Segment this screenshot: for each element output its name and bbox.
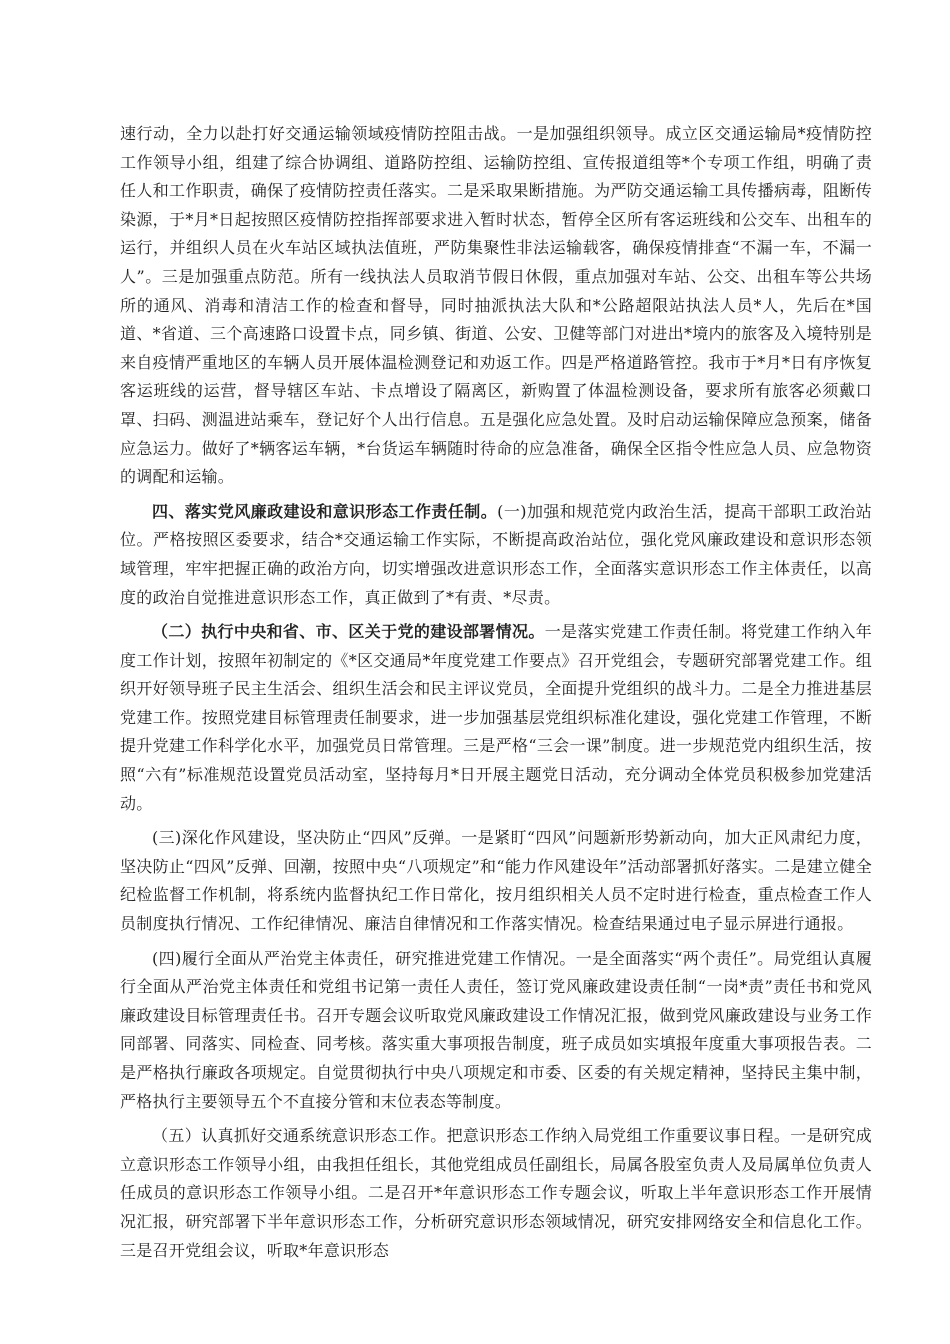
- paragraph-strict-governance: (四)履行全面从严治党主体责任，研究推进党建工作情况。一是全面落实“两个责任”。局党组认真履行全面从严治党主体责任和党组书记第一责任人责任，签订党风廉政建设责任制“一岗*责”责任书和党风廉政建设目标管理责任书。召开专题会议听取党风廉政建设工作情况汇报，做到党风廉政建设与业务工作同部署、同落实、同检查、同考核。落实重大事项报告制度，班子成员如实填报年度重大事项报告表。二是严格执行廉政各项规定。自觉贯彻执行中央八项规定和市委、区委的有关规定精神，坚持民主集中制，严格执行主要领导五个不直接分管和末位表态等制度。: [120, 948, 872, 1111]
- section-four-body: (一)加强和规范党内政治生活，提高干部职工政治站位。严格按照区委要求，结合*交通运输工作实际，不断提高政治站位，强化党风廉政建设和意识形态领域管理，牢牢把握正确的政治方向，切实增强改进意识形态工作，全面落实意识形态工作主体责任，以高度的政治自觉推进意识形态工作，真正做到了*有责、*尽责。: [120, 501, 872, 607]
- party-building-heading: （二）执行中央和省、市、区关于党的建设部署情况。: [152, 622, 545, 642]
- party-building-body: 一是落实党建工作责任制。将党建工作纳入年度工作计划，按照年初制定的《*区交通局*年度党建工作要点》召开党组会，专题研究部署党建工作。组织开好领导班子民主生活会、组织生活会和民主评议党员，全面提升党组织的战斗力。二是全力推进基层党建工作。按照党建目标管理责任制要求，进一步加强基层党组织标准化建设，强化党建工作管理，不断提升党建工作科学化水平，加强党员日常管理。三是严格“三会一课”制度。进一步规范党内组织生活，按照“六有”标准规范设置党员活动室，坚持每月*日开展主题党日活动，充分调动全体党员积极参加党建活动。: [120, 622, 872, 813]
- paragraph-section-four: [120, 498, 872, 612]
- paragraph-ideology-work: （五）认真抓好交通系统意识形态工作。把意识形态工作纳入局党组工作重要议事日程。一是研究成立意识形态工作领导小组，由我担任组长，其他党组成员任副组长，局属各股室负责人及局属单位负责人任成员的意识形态工作领导小组。二是召开*年意识形态工作专题会议，听取上半年意识形态工作开展情况汇报，研究部署下半年意识形态工作，分析研究意识形态领域情况，研究安排网络安全和信息化工作。三是召开党组会议，听取*年意识形态: [120, 1126, 872, 1260]
- section-four-heading: 四、落实党风廉政建设和意识形态工作责任制。: [152, 501, 498, 521]
- document-body: [120, 120, 872, 1271]
- paragraph-party-building: [120, 618, 872, 818]
- paragraph-work-style: (三)深化作风建设，坚决防止“四风”反弹。一是紧盯“四风”问题新形势新动向，加大正风肃纪力度，坚决防止“四风”反弹、回潮，按照中央“八项规定”和“能力作风建设年”活动部署抓好落实。二是建立健全纪检监督工作机制，将系统内监督执纪工作日常化，按月组织相关人员不定时进行检查，重点检查工作人员制度执行情况、工作纪律情况、廉洁自律情况和工作落实情况。检查结果通过电子显示屏进行通报。: [120, 828, 872, 934]
- paragraph-epidemic-control: 速行动，全力以赴打好交通运输领域疫情防控阻击战。一是加强组织领导。成立区交通运输局*疫情防控工作领导小组，组建了综合协调组、道路防控组、运输防控组、宣传报道组等*个专项工作组，明确了责任人和工作职责，确保了疫情防控责任落实。二是采取果断措施。为严防交通运输工具传播病毒，阻断传染源，于*月*日起按照区疫情防控指挥部要求进入暂时状态，暂停全区所有客运班线和公交车、出租车的运行，并组织人员在火车站区域执法值班，严防集聚性非法运输载客，确保疫情排查“不漏一车，不漏一人”。三是加强重点防范。所有一线执法人员取消节假日休假，重点加强对车站、公交、出租车等公共场所的通风、消毒和清洁工作的检查和督导，同时抽派执法大队和*公路超限站执法人员*人，先后在*国道、*省道、三个高速路口设置卡点，同乡镇、街道、公安、卫健等部门对进出*境内的旅客及入境特别是来自疫情严重地区的车辆人员开展体温检测登记和劝返工作。四是严格道路管控。我市于*月*日有序恢复客运班线的运营，督导辖区车站、卡点增设了隔离区，新购置了体温检测设备，要求所有旅客必须戴口罩、扫码、测温进站乘车，登记好个人出行信息。五是强化应急处置。及时启动运输保障应急预案，储备应急运力。做好了*辆客运车辆，*台货运车辆随时待命的应急准备，确保全区指令性应急人员、应急物资的调配和运输。: [120, 124, 872, 487]
